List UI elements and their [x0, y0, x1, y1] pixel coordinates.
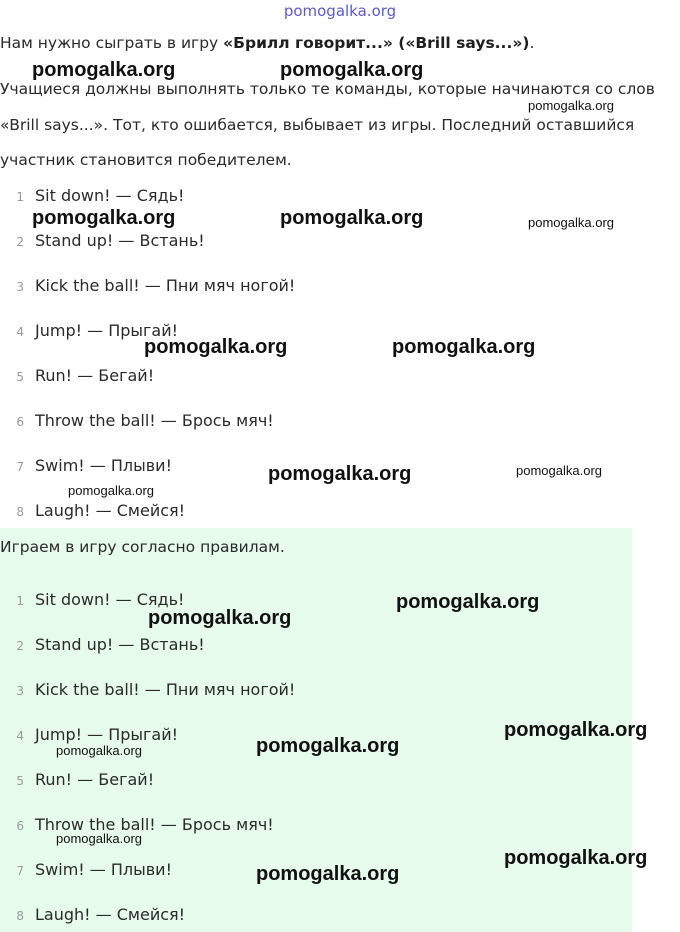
list-item — [0, 456, 172, 478]
list-item — [0, 501, 185, 523]
task-intro-end: . — [529, 34, 535, 52]
watermark: pomogalka.org — [56, 743, 142, 758]
item-text: Stand up! — Встань! — [35, 635, 205, 654]
item-number: 1 — [16, 190, 24, 204]
item-number: 6 — [16, 819, 24, 833]
watermark: pomogalka.org — [280, 59, 424, 81]
item-number: 6 — [16, 415, 24, 429]
item-number: 5 — [16, 774, 24, 788]
item-text: Laugh! — Смейся! — [35, 501, 186, 520]
watermark: pomogalka.org — [392, 336, 536, 358]
answer-intro: Играем в игру согласно правилам. — [0, 538, 285, 556]
list-item — [0, 411, 274, 433]
item-text: Throw the ball! — Брось мяч! — [35, 411, 274, 430]
list-item — [0, 680, 295, 702]
item-text: Jump! — Прыгай! — [35, 321, 179, 340]
item-number: 3 — [16, 684, 24, 698]
watermark: pomogalka.org — [56, 831, 142, 846]
item-text: Run! — Бегай! — [35, 770, 155, 789]
item-number: 2 — [16, 235, 24, 249]
item-number: 1 — [16, 594, 24, 608]
watermark: pomogalka.org — [396, 591, 540, 613]
list-item — [0, 186, 184, 208]
item-text: Stand up! — Встань! — [35, 231, 205, 250]
watermark: pomogalka.org — [148, 607, 292, 629]
item-text: Jump! — Прыгай! — [35, 725, 179, 744]
list-item — [0, 231, 205, 253]
item-text: Kick the ball! — Пни мяч ногой! — [35, 680, 296, 699]
item-number: 3 — [16, 280, 24, 294]
watermark: pomogalka.org — [504, 847, 648, 869]
item-number: 5 — [16, 370, 24, 384]
item-text: Run! — Бегай! — [35, 366, 155, 385]
list-item — [0, 276, 295, 298]
item-number: 4 — [16, 325, 24, 339]
item-number: 4 — [16, 729, 24, 743]
watermark: pomogalka.org — [144, 336, 288, 358]
site-logo[interactable]: pomogalka.org — [283, 2, 397, 20]
watermark: pomogalka.org — [528, 98, 614, 113]
item-number: 8 — [16, 909, 24, 923]
item-number: 8 — [16, 505, 24, 519]
item-text: Sit down! — Сядь! — [35, 186, 185, 205]
task-intro-start: Нам нужно сыграть в игру — [0, 34, 224, 52]
watermark: pomogalka.org — [256, 863, 400, 885]
item-text: Swim! — Плыви! — [35, 860, 172, 879]
task-rules-line-2: «Brill says...». Тот, кто ошибается, выбывает из игры. Последний оставшийся — [0, 116, 635, 134]
list-item — [0, 860, 172, 882]
watermark: pomogalka.org — [68, 483, 154, 498]
item-number: 7 — [16, 864, 24, 878]
item-number: 7 — [16, 460, 24, 474]
task-rules-line-3: участник становится победителем. — [0, 151, 292, 169]
item-text: Sit down! — Сядь! — [35, 590, 185, 609]
watermark: pomogalka.org — [528, 215, 614, 230]
watermark: pomogalka.org — [504, 719, 648, 741]
item-text: Swim! — Плыви! — [35, 456, 172, 475]
item-text: Kick the ball! — Пни мяч ногой! — [35, 276, 296, 295]
list-item — [0, 770, 154, 792]
item-text: Throw the ball! — Брось мяч! — [35, 815, 274, 834]
task-intro-game-title: «Брилл говорит...» («Brill says...») — [223, 34, 530, 52]
watermark: pomogalka.org — [268, 463, 412, 485]
watermark: pomogalka.org — [280, 207, 424, 229]
watermark: pomogalka.org — [516, 463, 602, 478]
watermark: pomogalka.org — [32, 59, 176, 81]
list-item — [0, 905, 185, 927]
item-text: Laugh! — Смейся! — [35, 905, 186, 924]
list-item — [0, 635, 205, 657]
watermark: pomogalka.org — [256, 735, 400, 757]
task-intro — [0, 34, 534, 52]
watermark: pomogalka.org — [32, 207, 176, 229]
task-rules-line-1: Учащиеся должны выполнять только те команды, которые начинаются со слов — [0, 80, 655, 98]
item-number: 2 — [16, 639, 24, 653]
list-item — [0, 366, 154, 388]
